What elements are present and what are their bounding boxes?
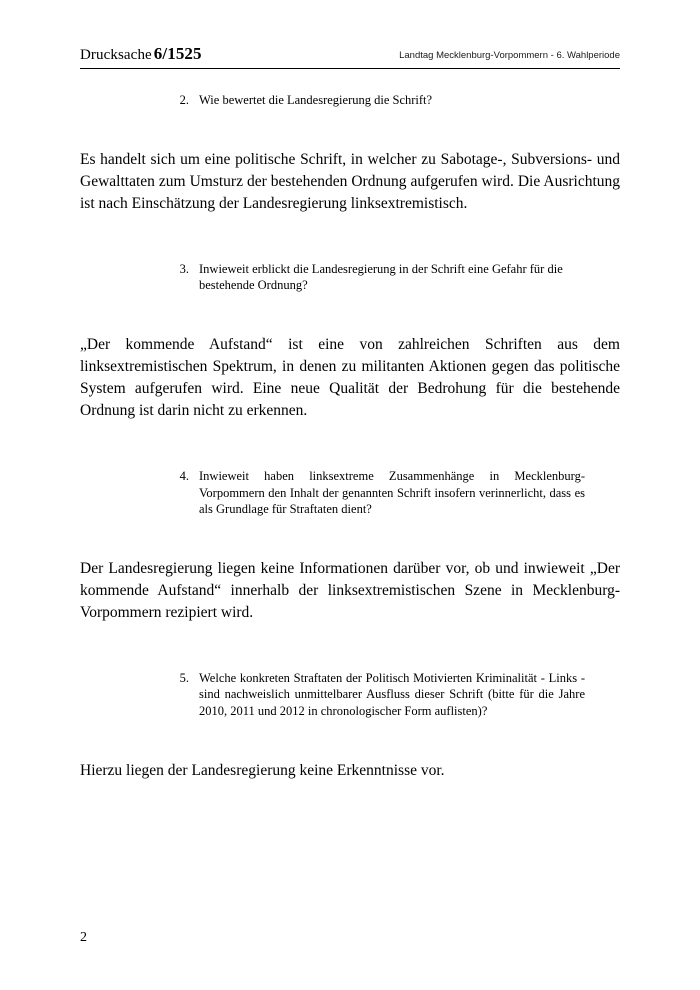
document-number: 6/1525 [153, 44, 202, 63]
question-item [165, 261, 585, 294]
spacer [80, 720, 620, 760]
document-body [80, 92, 620, 782]
parliament-info: Landtag Mecklenburg-Vorpommern - 6. Wahlperiode [399, 50, 620, 61]
question-item [165, 92, 585, 109]
answer-paragraph: Hierzu liegen der Landesregierung keine Erkenntnisse vor. [80, 761, 445, 779]
spacer [80, 624, 620, 670]
header-divider [80, 68, 620, 69]
question-text: Welche konkreten Straftaten der Politisch Motivierten Kriminalität - Links - sind nachweislich unmittelbarer Ausfluss dieser Schrift (bitte für die Jahre 2010, 2011 und 2012 in chronologischer Form auflisten)? [199, 670, 585, 718]
spacer [80, 294, 620, 334]
document-reference [80, 44, 202, 64]
question-item [165, 670, 585, 720]
question-number: 4. [179, 468, 189, 483]
page-number: 2 [80, 930, 87, 945]
answer-paragraph: Der Landesregierung liegen keine Informationen darüber vor, ob und inwieweit „Der kommende Aufstand“ innerhalb der linksextremistischen Szene in Mecklenburg-Vorpommern rezipiert wird. [80, 559, 620, 621]
question-text: Inwieweit erblickt die Landesregierung in der Schrift eine Gefahr für die bestehende Ordnung? [199, 261, 563, 293]
question-number: 2. [179, 93, 189, 107]
spacer [80, 215, 620, 261]
question-text: Wie bewertet die Landesregierung die Schrift? [199, 93, 433, 107]
question-item [165, 468, 585, 518]
spacer [80, 109, 620, 149]
question-number: 5. [179, 670, 189, 685]
spacer [80, 518, 620, 558]
answer-paragraph: Es handelt sich um eine politische Schrift, in welcher zu Sabotage-, Subversions- und Gewalttaten zum Umsturz der bestehenden Ordnung aufgerufen wird. Die Ausrichtung ist nach Einschätzung der Landesregierung linksextremistisch. [80, 150, 620, 212]
answer-paragraph: „Der kommende Aufstand“ ist eine von zahlreichen Schriften aus dem linksextremistischen Spektrum, in denen zu militanten Aktionen gegen das politische System aufgerufen wird. Eine neue Qualität der Bedrohung für die bestehende Ordnung ist darin nicht zu erkennen. [80, 335, 620, 419]
question-text: Inwieweit haben linksextreme Zusammenhänge in Mecklenburg-Vorpommern den Inhalt der genannten Schrift insofern verinnerlicht, dass es als Grundlage für Straftaten dient? [199, 468, 585, 517]
page-header [80, 44, 620, 64]
spacer [80, 422, 620, 468]
document-label: Drucksache [80, 47, 152, 63]
question-number: 3. [179, 261, 189, 276]
